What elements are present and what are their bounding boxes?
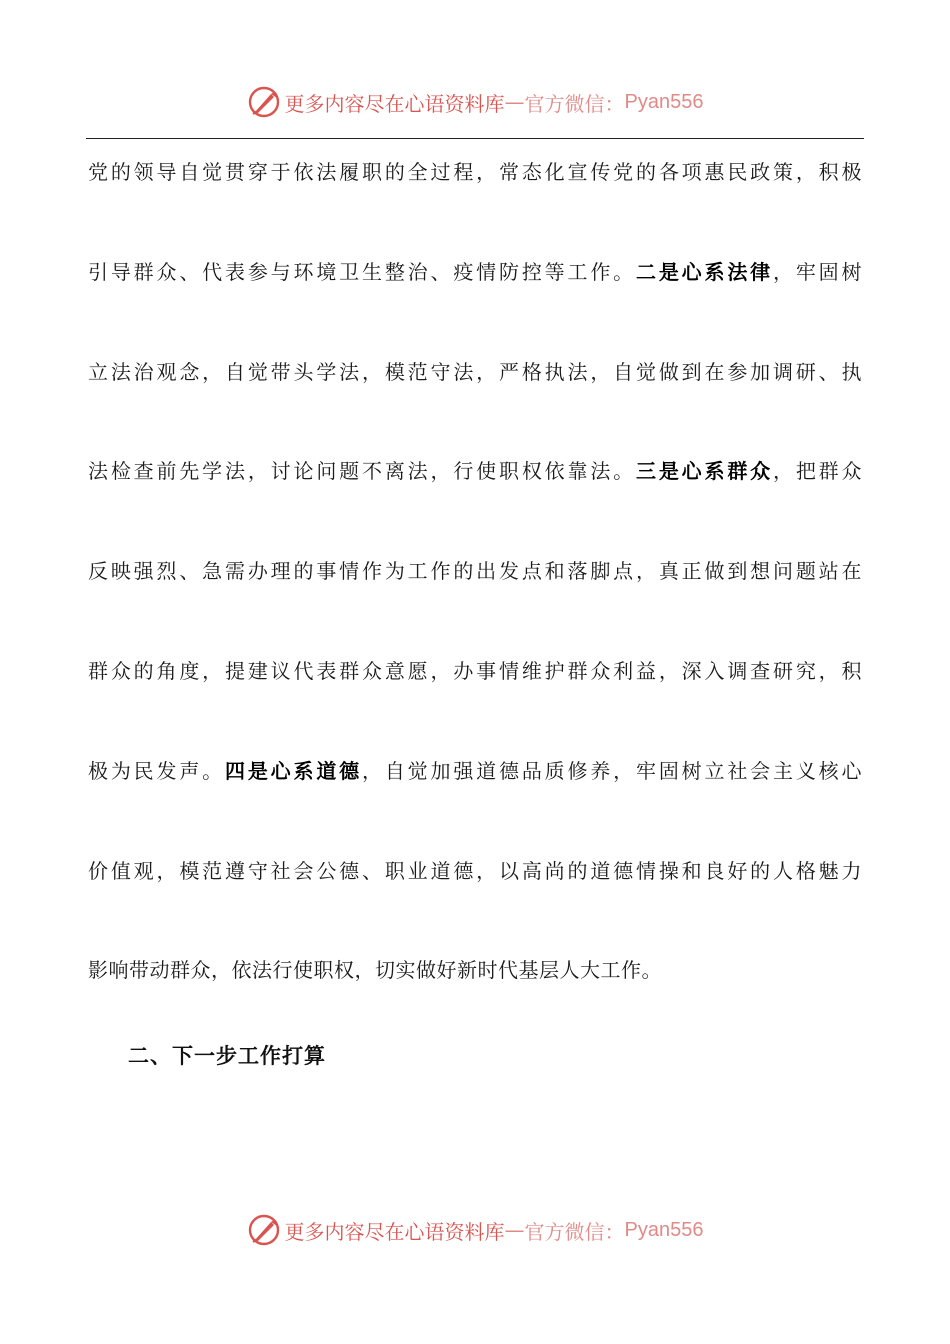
paragraph-line [88,150,862,250]
bold-keyphrase: 二是心系法律 [636,259,773,284]
header-watermark-banner [0,82,950,122]
text-segment: 引导群众、代表参与环境卫生整治、疫情防控等工作。 [88,259,636,284]
text-segment: 价值观，模范遵守社会公德、职业道德，以高尚的道德情操和良好的人格魅力 [88,858,862,883]
text-segment: 党的领导自觉贯穿于依法履职的全过程，常态化宣传党的各项惠民政策，积极 [88,160,862,184]
text-segment: 极为民发声。 [88,758,225,783]
header-divider [86,138,864,139]
paragraph-line [88,849,862,949]
banner-wechat-label: 官方微信： [524,91,625,116]
banner-wechat-id: Pyan556 [624,1218,704,1241]
bold-keyphrase: 四是心系道德 [225,758,362,783]
section-heading: 二、下一步工作打算 [128,1043,326,1068]
text-segment: 立法治观念，自觉带头学法，模范守法，严格执法，自觉做到在参加调研、执 [88,359,862,384]
text-segment: ，自觉加强道德品质修养，牢固树立社会主义核心 [362,758,862,783]
quill-logo-icon [247,85,281,119]
text-segment: 群众的角度，提建议代表群众意愿，办事情维护群众利益，深入调查研究，积 [88,658,862,683]
paragraph-line [88,449,862,549]
banner-wechat-label: 官方微信： [524,1219,625,1244]
text-segment: 法检查前先学法，讨论问题不离法，行使职权依靠法。 [88,459,636,484]
paragraph-line [88,649,862,749]
paragraph-line [88,549,862,649]
text-segment: 影响带动群众，依法行使职权，切实做好新时代基层人大工作。 [88,958,662,983]
body-paragraph [88,150,862,1048]
banner-wechat-id: Pyan556 [624,90,704,113]
banner-brand-text: 更多内容尽在心语资料库 [284,1219,505,1244]
banner-separator: — [504,90,525,114]
text-segment: 反映强烈、急需办理的事情作为工作的出发点和落脚点，真正做到想问题站在 [88,559,862,584]
bold-keyphrase: 三是心系群众 [636,459,773,484]
paragraph-line [88,948,862,1048]
paragraph-line [88,350,862,450]
text-segment: ，把群众 [773,459,862,484]
paragraph-line [88,250,862,350]
banner-separator: — [504,1218,525,1242]
footer-watermark-banner [0,1210,950,1250]
text-segment: ，牢固树 [773,259,862,284]
banner-brand-text: 更多内容尽在心语资料库 [284,91,505,116]
paragraph-line [88,749,862,849]
quill-logo-icon [247,1213,281,1247]
